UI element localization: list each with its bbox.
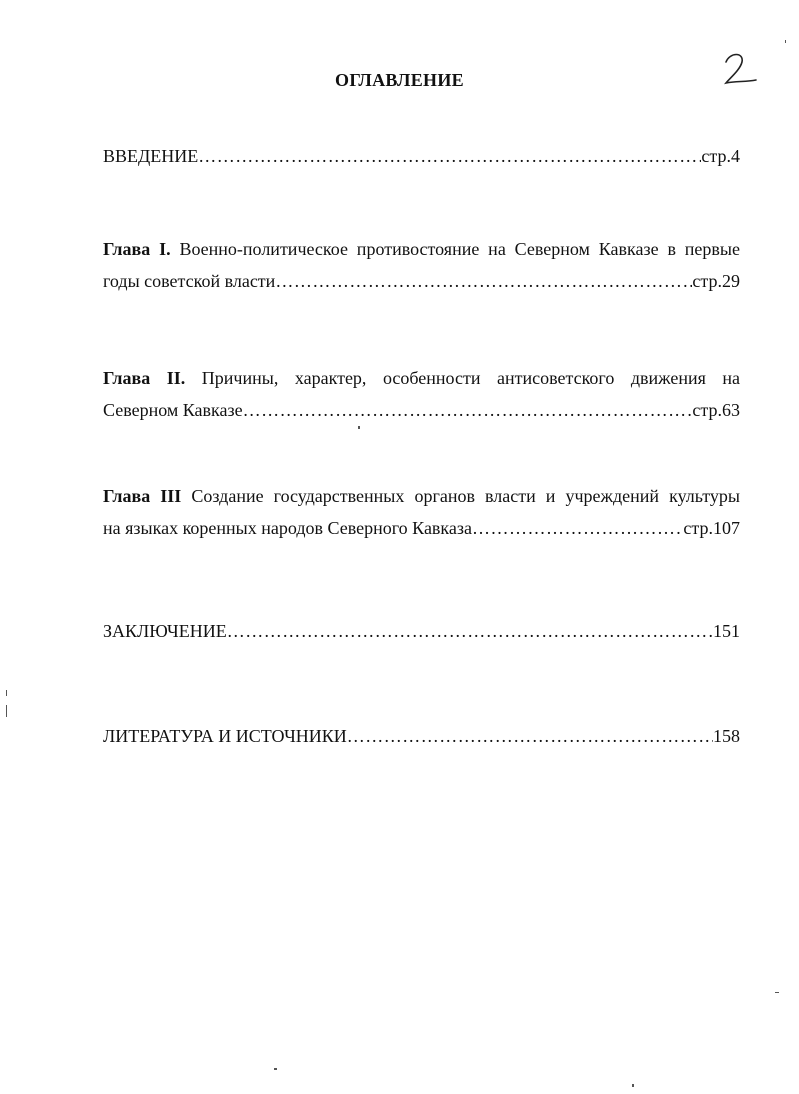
- toc-chapter-2-line-1: [103, 362, 740, 394]
- dot-leader: [347, 720, 713, 752]
- dot-leader: [275, 265, 692, 297]
- toc-conclusion-text: ЗАКЛЮЧЕНИЕ: [103, 621, 227, 641]
- toc-chapter-2-page: стр.63: [692, 400, 740, 420]
- toc-literature-page: 158: [713, 726, 740, 746]
- toc-chapter-2-title-line-2: Северном Кавказе: [103, 400, 243, 420]
- toc-entry-conclusion[interactable]: [103, 615, 740, 647]
- toc-chapter-1-label: Глава I.: [103, 239, 171, 259]
- toc-chapter-1-page: стр.29: [692, 271, 740, 291]
- scan-speck: [6, 690, 7, 696]
- toc-chapter-3-page: стр.107: [683, 518, 740, 538]
- scan-speck: [358, 426, 360, 429]
- dot-leader: [472, 512, 683, 544]
- dot-leader: [243, 394, 693, 426]
- toc-chapter-1-title-line-1: Военно-политическое противостояние на Северном Кавказе в первые: [179, 239, 740, 259]
- toc-conclusion-page: 151: [713, 621, 740, 641]
- dot-leader: [198, 140, 701, 172]
- dot-leader: [227, 615, 713, 647]
- toc-chapter-3-title-line-2: на языках коренных народов Северного Кавказа: [103, 518, 472, 538]
- toc-literature-text: ЛИТЕРАТУРА И ИСТОЧНИКИ: [103, 726, 347, 746]
- toc-chapter-1-title-line-2: годы советской власти: [103, 271, 276, 291]
- toc-chapter-3-line-1: [103, 480, 740, 512]
- toc-chapter-3-title-line-1: Создание государственных органов власти и учреждений культуры: [191, 486, 741, 506]
- toc-entry-intro[interactable]: [103, 140, 740, 172]
- toc-intro-text: ВВЕДЕНИЕ: [103, 146, 199, 166]
- toc-entry-chapter-1[interactable]: [103, 233, 740, 297]
- toc-entry-chapter-2[interactable]: [103, 362, 740, 426]
- scan-speck: [775, 992, 779, 993]
- scan-speck: [274, 1068, 277, 1070]
- toc-entry-literature[interactable]: [103, 720, 740, 752]
- toc-chapter-2-title-line-1: Причины, характер, особенности антисоветского движения на: [201, 368, 740, 388]
- scan-speck: [785, 40, 786, 43]
- toc-entry-chapter-3[interactable]: [103, 480, 740, 544]
- toc-chapter-3-label: Глава III: [103, 486, 182, 506]
- scan-speck: [6, 705, 7, 717]
- page-title: ОГЛАВЛЕНИЕ: [335, 70, 464, 90]
- toc-intro-page: стр.4: [701, 146, 740, 166]
- toc-chapter-1-line-1: [103, 233, 740, 265]
- scan-speck: [632, 1084, 634, 1087]
- handwritten-page-number: [722, 50, 762, 90]
- toc-chapter-2-label: Глава II.: [103, 368, 186, 388]
